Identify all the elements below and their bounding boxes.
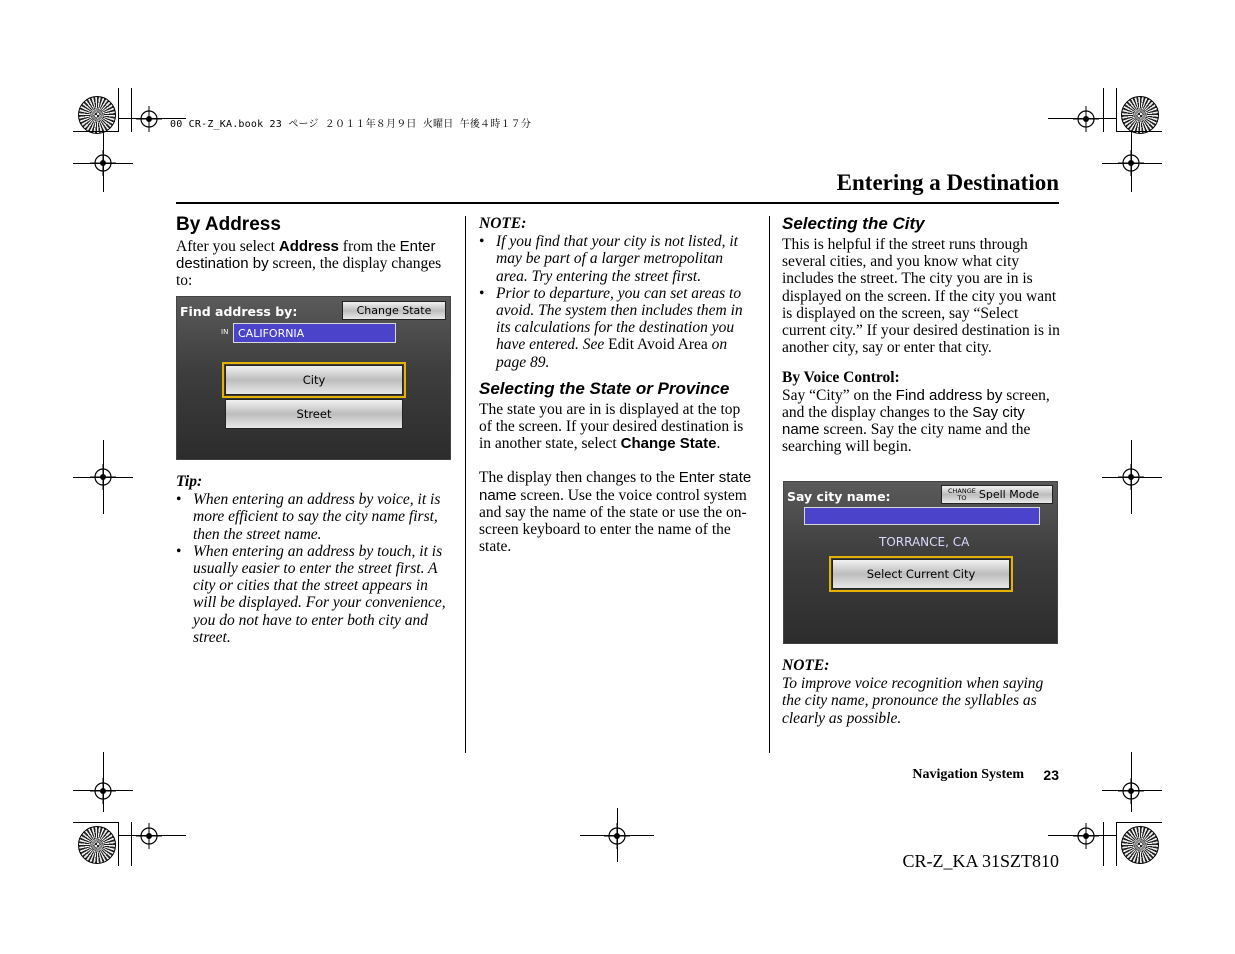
state-field[interactable]: CALIFORNIA — [233, 323, 396, 343]
section-heading: By Address — [176, 214, 281, 235]
note-list — [479, 233, 755, 371]
street-button[interactable]: Street — [225, 399, 403, 429]
tip-list — [176, 491, 452, 646]
crop-mark — [1131, 752, 1132, 812]
list-item: • Prior to departure, you can set areas to avoid. The system then includes them in its calculations for the destination you have entered. See Edit Avoid Area on page 89. — [479, 285, 755, 371]
column-1 — [176, 214, 456, 290]
color-rosette-icon — [1121, 96, 1159, 134]
intro-paragraph: After you select Address from the Enter destination by screen, the display changes to: — [176, 238, 442, 290]
document-code: CR-Z_KA 31SZT810 — [902, 851, 1059, 871]
crop-mark — [73, 131, 118, 132]
title-rule — [176, 202, 1059, 204]
change-to-label: CHANGE TO — [948, 487, 976, 502]
change-state-button[interactable]: Change State — [342, 301, 446, 320]
city-name-field[interactable] — [804, 507, 1040, 525]
column-divider — [465, 216, 466, 753]
crop-mark — [1102, 477, 1162, 478]
crop-mark — [1117, 822, 1162, 823]
ui-term-enter-destination-by: Enter destination by — [176, 238, 436, 273]
tip-block — [176, 473, 452, 646]
column-2 — [479, 215, 755, 555]
crop-mark — [1102, 790, 1162, 791]
crop-mark — [103, 440, 104, 514]
ui-term-say-city-name: Say city name — [782, 403, 1025, 439]
crop-mark — [103, 752, 104, 812]
crop-mark — [103, 132, 104, 192]
crop-mark — [118, 88, 119, 132]
ui-term-address: Address — [278, 238, 339, 255]
list-item: • When entering an address by touch, it is usually easier to enter the street first. A city or cities that the street appears in will be displayed. For your convenience, you do not have to enter both city and street. — [176, 543, 452, 646]
paragraph: The state you are in is displayed at the top of the screen. If your desired destination is in another state, select Change State. — [479, 400, 744, 453]
screen-title: Say city name: — [787, 489, 891, 504]
paragraph: This is helpful if the street runs through several cities, and you know what city includes the street. The city you are in is displayed on the screen. If the city you want is displayed on the screen, say “Select current city.” If your desired destination is in another city, say or enter that city. — [782, 236, 1060, 357]
change-to-spell-mode-button[interactable]: CHANGE TO Spell Mode — [941, 485, 1053, 504]
note-text: To improve voice recognition when saying the city name, pronounce the syllables as clearly as possible. — [782, 675, 1044, 727]
crop-mark — [1117, 131, 1162, 132]
note-label: NOTE: — [782, 657, 830, 674]
crop-mark — [118, 822, 119, 866]
footer-section-name: Navigation System — [912, 767, 1024, 782]
note-block — [782, 657, 1060, 727]
paragraph: Say “City” on the Find address by screen, and the display changes to the Say city name screen. Say the city name and the searching will begin. — [782, 386, 1050, 456]
ui-term-find-address-by: Find address by — [895, 386, 1003, 404]
find-address-screen — [176, 296, 451, 460]
crop-mark — [1103, 822, 1104, 866]
crop-mark — [1102, 163, 1162, 164]
crop-mark — [617, 808, 618, 862]
registration-mark-icon — [136, 106, 162, 132]
crop-mark — [1116, 88, 1117, 132]
crop-mark — [131, 822, 132, 866]
list-item: • When entering an address by voice, it is more efficient to say the city name first, then the street name. — [176, 491, 452, 543]
page-number: 23 — [1043, 767, 1059, 783]
tip-label: Tip: — [176, 473, 203, 490]
crop-mark — [1131, 132, 1132, 192]
ui-term-change-state: Change State — [620, 435, 717, 453]
crop-mark — [1131, 440, 1132, 514]
crop-mark — [1103, 88, 1104, 132]
registration-mark-icon — [1073, 823, 1099, 849]
ui-term-enter-state-name: Enter state name — [479, 469, 752, 504]
say-city-name-screen — [783, 481, 1058, 644]
city-button[interactable]: City — [225, 365, 403, 395]
voice-heading: By Voice Control: — [782, 369, 900, 387]
current-city-text: TORRANCE, CA — [879, 535, 970, 549]
color-rosette-icon — [78, 826, 116, 864]
color-rosette-icon — [1121, 826, 1159, 864]
registration-mark-icon — [136, 823, 162, 849]
registration-mark-icon — [1073, 106, 1099, 132]
select-current-city-button[interactable]: Select Current City — [832, 559, 1010, 589]
page-title: Entering a Destination — [836, 170, 1059, 195]
sub-heading: Selecting the City — [782, 214, 925, 233]
list-item: • If you find that your city is not listed, it may be part of a larger metropolitan area. Try entering the street first. — [479, 233, 755, 285]
print-header: 00 CR-Z_KA.book 23 ページ ２０１１年８月９日 火曜日 午後４時１７分 — [170, 119, 532, 130]
cross-reference: Edit Avoid Area — [608, 336, 708, 354]
color-rosette-icon — [78, 96, 116, 134]
sub-heading: Selecting the State or Province — [479, 378, 730, 398]
screen-title: Find address by: — [180, 304, 298, 319]
crop-mark — [1116, 822, 1117, 866]
crop-mark — [73, 822, 118, 823]
crop-mark — [131, 88, 132, 132]
column-divider — [769, 216, 770, 753]
column-3 — [782, 214, 1060, 455]
paragraph: The display then changes to the Enter state name screen. Use the voice control system and say the name of the state or use the on-screen keyboard to enter the name of the state. — [479, 469, 752, 556]
note-label: NOTE: — [479, 215, 527, 232]
in-label: IN — [221, 328, 229, 336]
